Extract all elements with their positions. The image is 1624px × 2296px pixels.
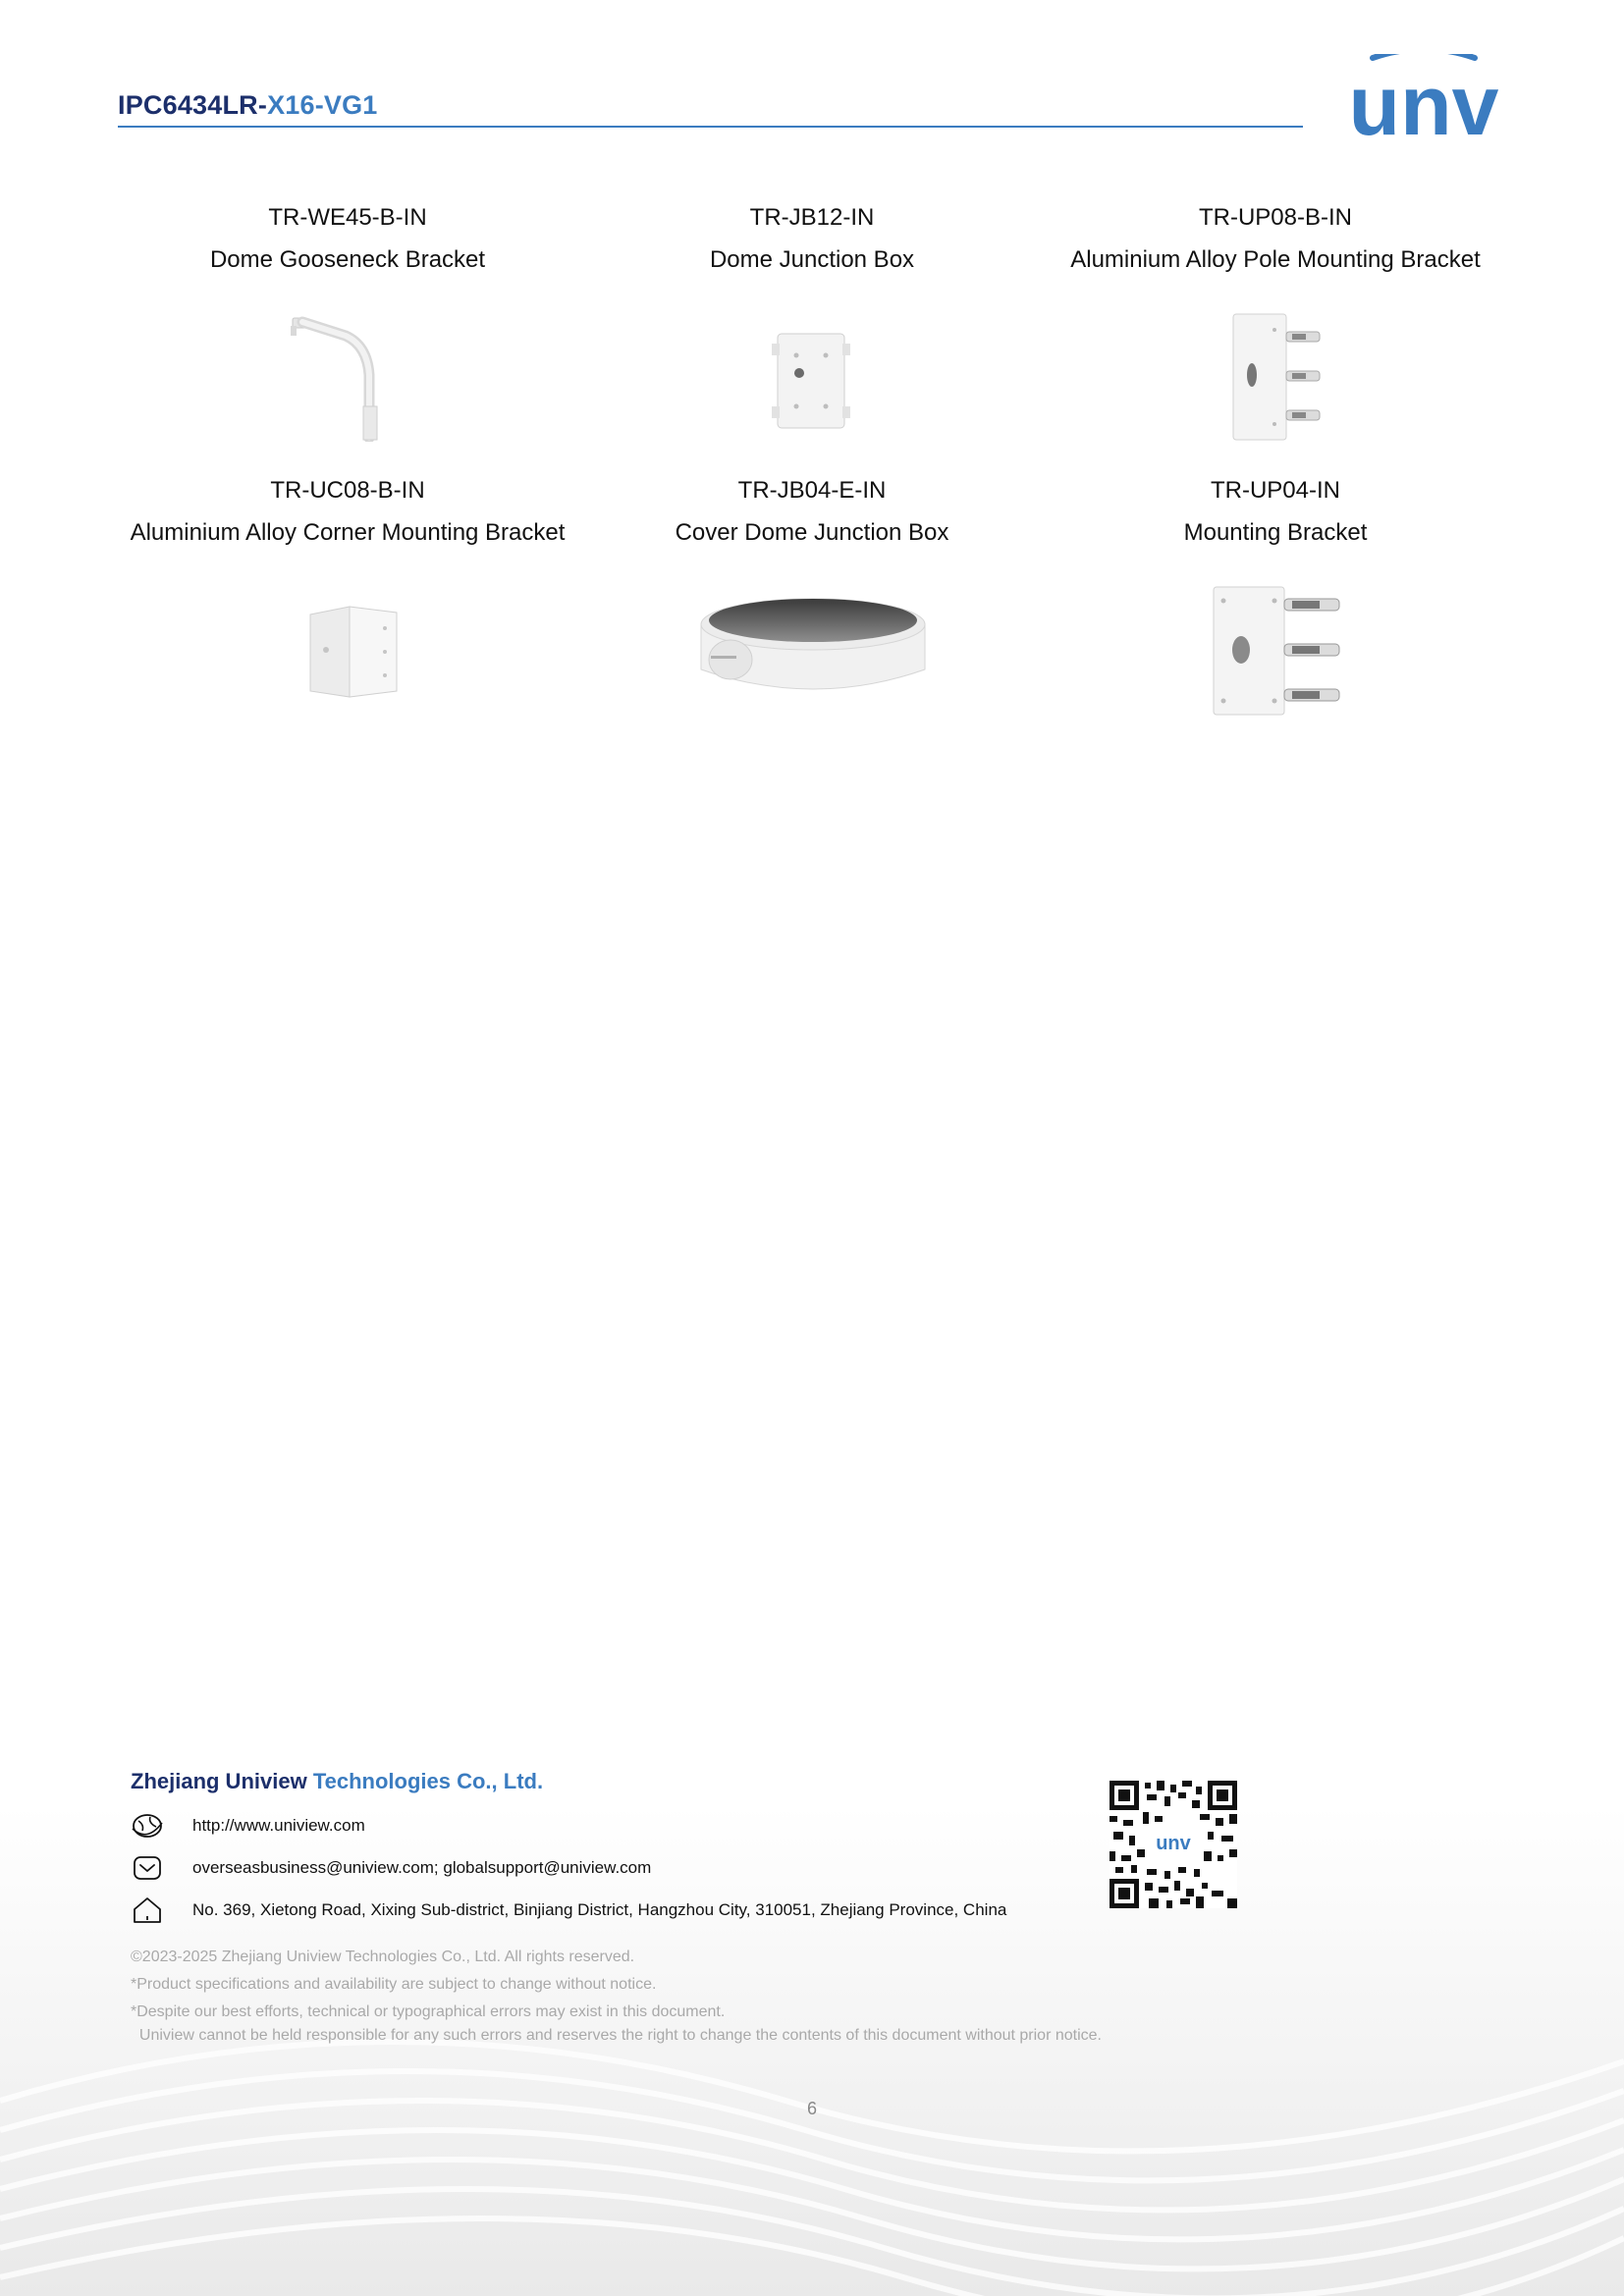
footer-background-waves <box>0 1806 1624 2296</box>
accessory-item <box>1044 202 1507 276</box>
mounting-bracket-image <box>1210 583 1343 719</box>
header-rule <box>118 126 1303 128</box>
copyright-notice: ©2023-2025 Zhejiang Uniview Technologies Co., Ltd. All rights reserved. <box>131 1949 635 1965</box>
accessory-name: Dome Junction Box <box>709 246 915 273</box>
unv-logo <box>1345 54 1502 142</box>
accessory-item <box>116 202 579 276</box>
svg-text:unv: unv <box>1156 1833 1191 1854</box>
accessory-name: Aluminium Alloy Pole Mounting Bracket <box>1070 246 1481 273</box>
model-number-part2: X16-VG1 <box>267 90 378 120</box>
globe-icon <box>131 1809 164 1842</box>
website-link[interactable]: http://www.uniview.com <box>192 1816 365 1835</box>
accessory-name: Mounting Bracket <box>1183 519 1368 546</box>
cover-dome-junction-box-image <box>697 593 929 707</box>
company-name <box>131 1769 543 1794</box>
accessory-item <box>580 475 1044 549</box>
accessory-code: TR-JB04-E-IN <box>737 477 887 504</box>
document-title <box>118 90 378 121</box>
liability-notice: Uniview cannot be held responsible for any such errors and reserves the right to change the contents of this document without prior notice. <box>131 2027 1102 2044</box>
accessory-code: TR-UP08-B-IN <box>1198 204 1352 231</box>
accessory-code: TR-UC08-B-IN <box>270 477 425 504</box>
corner-mount-bracket-image <box>306 603 401 701</box>
accessory-code: TR-WE45-B-IN <box>268 204 427 231</box>
svg-text:unv: unv <box>1348 59 1499 142</box>
gooseneck-bracket-image <box>285 312 393 442</box>
error-notice: *Despite our best efforts, technical or typographical errors may exist in this document. <box>131 2003 726 2020</box>
accessory-code: TR-UP04-IN <box>1210 477 1340 504</box>
model-number-part1: IPC6434LR- <box>118 90 268 120</box>
email-addresses[interactable]: overseasbusiness@uniview.com; globalsupport@uniview.com <box>192 1858 652 1877</box>
envelope-icon <box>131 1851 164 1885</box>
address-text: No. 369, Xietong Road, Xixing Sub-district, Binjiang District, Hangzhou City, 310051, Zhejiang Province, China <box>192 1900 1007 1919</box>
accessory-name: Cover Dome Junction Box <box>675 519 949 546</box>
contact-email <box>131 1851 652 1885</box>
accessory-name: Dome Gooseneck Bracket <box>209 246 486 273</box>
page-number: 6 <box>806 2099 817 2118</box>
accessory-item <box>580 202 1044 276</box>
accessory-code: TR-JB12-IN <box>749 204 875 231</box>
company-name-part1: Zhejiang Uniview <box>131 1769 313 1793</box>
specification-notice: *Product specifications and availability are subject to change without notice. <box>131 1976 657 1993</box>
qr-code <box>1110 1781 1237 1908</box>
junction-box-image <box>772 330 850 432</box>
pole-mount-bracket-image <box>1227 310 1326 444</box>
accessory-item <box>116 475 579 549</box>
company-name-part2: Technologies Co., Ltd. <box>312 1769 544 1793</box>
accessory-item <box>1044 475 1507 549</box>
contact-website <box>131 1809 365 1842</box>
accessory-name: Aluminium Alloy Corner Mounting Bracket <box>130 519 566 546</box>
house-icon <box>131 1894 164 1927</box>
contact-address <box>131 1894 1007 1927</box>
